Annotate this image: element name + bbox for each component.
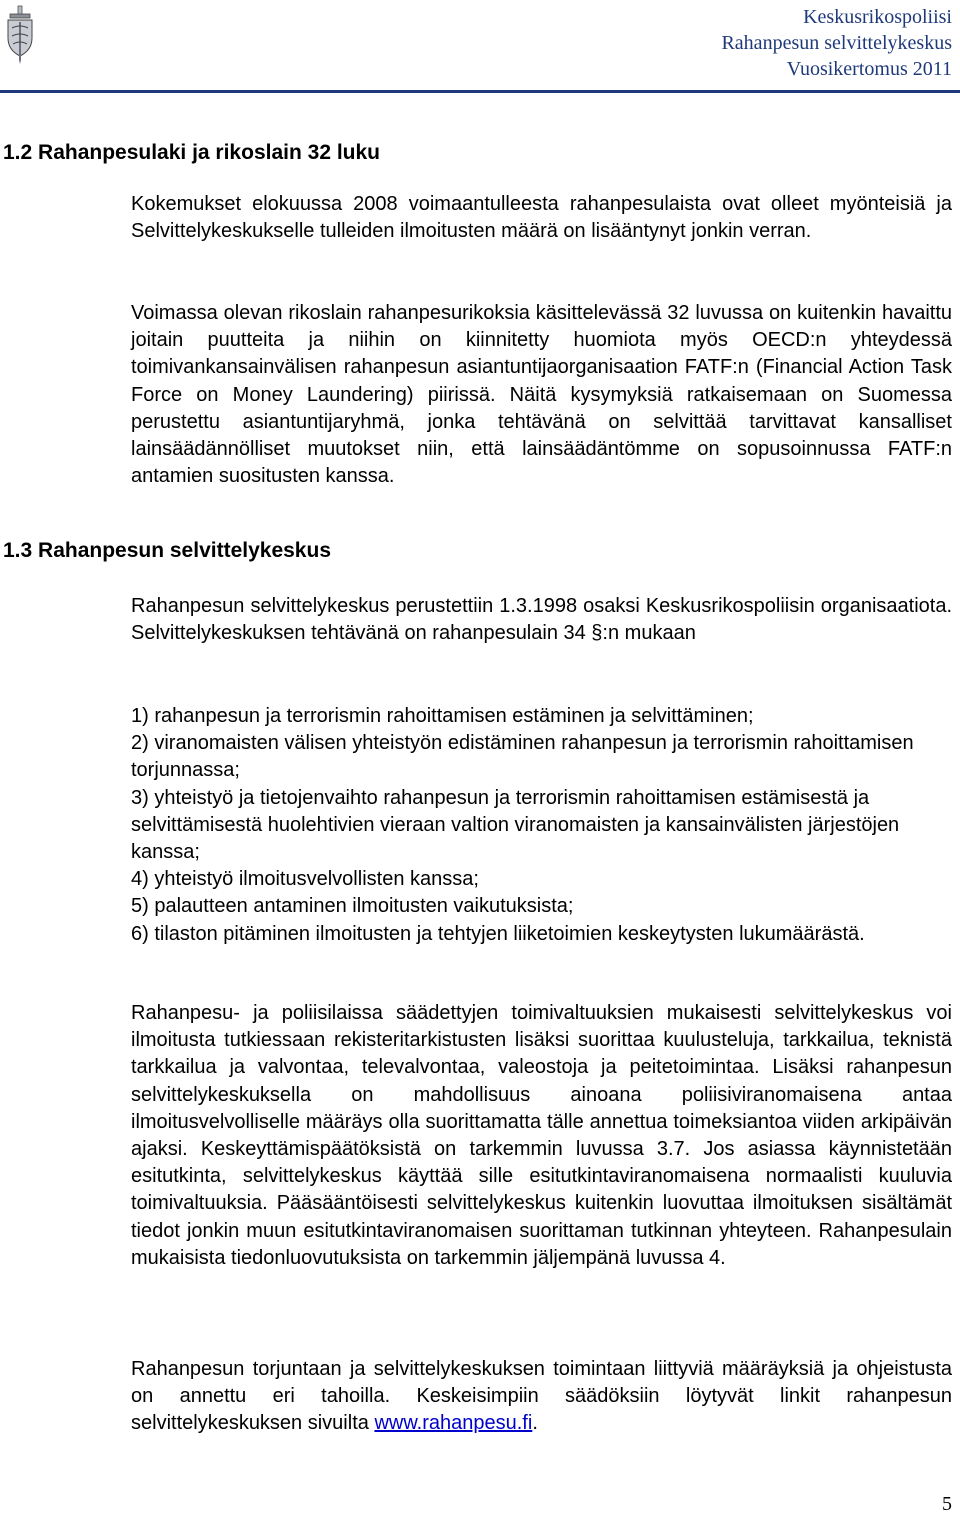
list-item: 3) yhteistyö ja tietojenvaihto rahanpesun ja terrorismin rahoittamisen estämisestä ja selvittämisestä huolehtivien vieraan valtion viranomaisten ja kansainvälisten järjestöjen kanssa;: [131, 786, 900, 864]
section-1-2-paragraph-1: Kokemukset elokuussa 2008 voimaantulleesta rahanpesulaista ovat olleet myönteisiä ja Selvittelykeskukselle tulleiden ilmoitusten määrä on lisääntynyt jonkin verran.: [131, 193, 952, 243]
page-number: 5: [942, 1493, 952, 1515]
document-header: [721, 4, 952, 82]
header-organization: Keskusrikospoliisi: [803, 6, 952, 28]
rahanpesu-website-link[interactable]: www.rahanpesu.fi: [374, 1412, 533, 1435]
list-item: 2) viranomaisten välisen yhteistyön edistäminen rahanpesun ja terrorismin rahoittamisen torjunnassa;: [131, 732, 914, 782]
section-1-3-paragraph-1: Rahanpesun selvittelykeskus perustettiin 1.3.1998 osaksi Keskusrikospoliisin organisaatiota. Selvittelykeskuksen tehtävänä on rahanpesulain 34 §:n mukaan: [131, 595, 952, 645]
paragraph-text: Rahanpesun torjuntaan ja selvittelykeskuksen toimintaan liittyviä määräyksiä ja ohjeistusta on annettu eri tahoilla. Keskeisimpiin säädöksiin löytyvät linkit rahanpesun selvittelykeskuksen sivuilta: [131, 1358, 952, 1435]
paragraph-end: .: [532, 1412, 538, 1435]
list-item: 1) rahanpesun ja terrorismin rahoittamisen estäminen ja selvittäminen;: [131, 705, 754, 727]
duties-list: [131, 703, 952, 948]
header-divider: [0, 90, 960, 93]
header-unit: Rahanpesun selvittelykeskus: [721, 32, 952, 54]
list-item: 4) yhteistyö ilmoitusvelvollisten kanssa;: [131, 868, 479, 891]
section-1-3-paragraph-2: Rahanpesu- ja poliisilaissa säädettyjen toimivaltuuksien mukaisesti selvittelykeskus voi ilmoitusta tutkiessaan rekisteritarkistusten lisäksi suorittaa kuulusteluja, tarkkailua, teknistä tarkkailua ja valvontaa, televalvontaa, valeostoja ja peitetoimintaa. Lisäksi rahanpesun selvittelykeskuksella on mahdollisuus ainoana poliisiviranomaisena antaa ilmoitusvelvolliselle määräys olla suorittamatta tälle annettua toimeksiantoa viiden arkipäivän ajaksi. Keskeyttämispäätöksistä on tarkemmin luvussa 3.7. Jos asiassa käynnistetään esitutkinta, selvittelykeskus käyttää sille esitutkintaviranomaisena normaalisti kuuluvia toimivaltuuksia. Pääsääntöisesti selvittelykeskus kuitenkin luovuttaa ilmoituksen sisältämät tiedot jonkin muun esitutkintaviranomaisen suorittaman tutkinnan yhteyteen. Rahanpesulain mukaisista tiedonluovutuksista on tarkemmin jäljempänä luvussa 4.: [131, 1002, 952, 1269]
police-emblem-icon: [2, 4, 38, 66]
section-1-2-heading: 1.2 Rahanpesulaki ja rikoslain 32 luku: [3, 141, 380, 164]
section-1-3-heading: 1.3 Rahanpesun selvittelykeskus: [3, 539, 331, 562]
header-report-title: Vuosikertomus 2011: [786, 58, 952, 80]
section-1-2-paragraph-2: Voimassa olevan rikoslain rahanpesurikoksia käsittelevässä 32 luvussa on kuitenkin havaittu joitain puutteita ja niihin on kiinnitetty huomiota myös OECD:n yhteydessä toimivankansainvälisen rahanpesun asiantuntijaorganisaation FATF:n (Financial Action Task Force on Money Laundering) piirissä. Näitä kysymyksiä ratkaisemaan on Suomessa perustettu asiantuntijaryhmä, jonka tehtävänä on selvittää tarvittavat kansalliset lainsäädännölliset muutokset niin, että lainsäädäntömme on sopusoinnussa FATF:n antamien suositusten kanssa.: [131, 302, 952, 488]
section-1-3-paragraph-3: [131, 1356, 952, 1438]
list-item: 6) tilaston pitäminen ilmoitusten ja tehtyjen liiketoimien keskeytysten lukumäärästä.: [131, 922, 865, 945]
list-item: 5) palautteen antaminen ilmoitusten vaikutuksista;: [131, 895, 574, 918]
